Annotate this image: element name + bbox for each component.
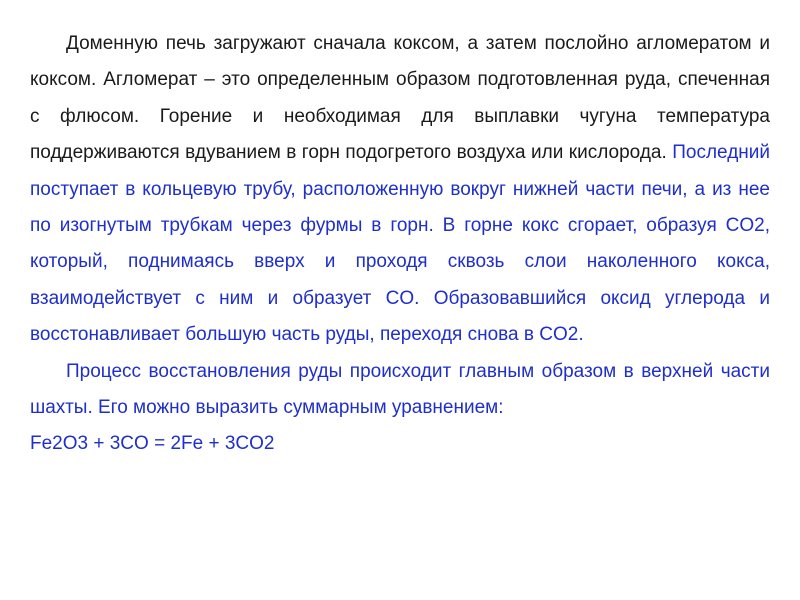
highlighted-text: Последний поступает в кольцевую трубу, расположенную вокруг нижней части печи, а из нее по изогнутым трубкам через фурмы в горн. В горне кокс сгорает, образуя CO2, который, поднимаясь вверх и проходя сквозь слои наколенного кокса, взаимодействует с ним и образует CO. Образовавшийся оксид углерода и восстонавливает большую часть руды, переходя снова в CO2. bbox=[30, 142, 770, 346]
paragraph-blast-furnace bbox=[30, 26, 770, 354]
paragraph-text: Доменную печь загружают сначала коксом, а затем послойно агломератом и коксом. Агломерат – это определенным образом подготовленная руда, спеченная с флюсом. Горение и необходимая для выплавки чугуна температура поддерживаются вдуванием в горн подогретого воздуха или кислорода. bbox=[30, 33, 770, 164]
chemical-equation: Fe2O3 + 3CO = 2Fe + 3CO2 bbox=[30, 433, 275, 455]
paragraph-reduction-process: Процесс восстановления руды происходит главным образом в верхней части шахты. Его можно выразить суммарным уравнением: bbox=[30, 360, 770, 419]
